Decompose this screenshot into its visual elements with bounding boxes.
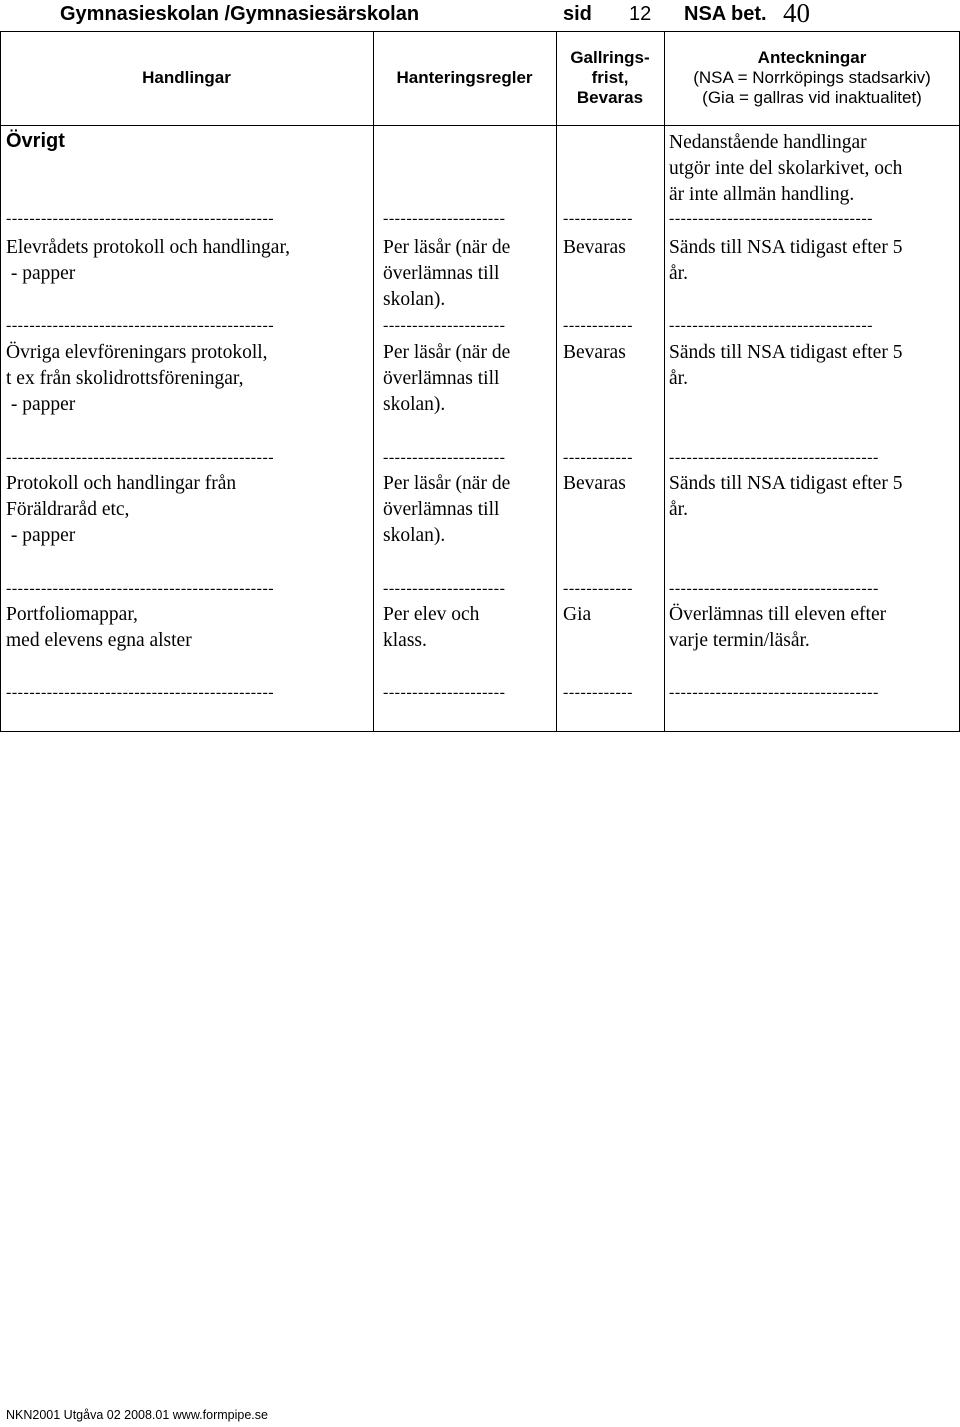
separator: ------------------------------------: [669, 580, 879, 597]
header-divider: [0, 125, 960, 126]
separator: ------------: [563, 449, 633, 466]
cell-line: Sänds till NSA tidigast efter 5: [669, 473, 903, 494]
cell-line: överlämnas till: [383, 499, 500, 520]
column-divider: [373, 31, 374, 732]
cell-line: överlämnas till: [383, 368, 500, 389]
column-header-hanteringsregler: Hanteringsregler: [396, 68, 533, 87]
cell-line: år.: [669, 368, 688, 389]
header-line: (NSA = Norrköpings stadsarkiv): [693, 68, 931, 87]
row-4-frist: Gia: [563, 604, 592, 625]
separator: ----------------------------------------------: [6, 210, 275, 227]
cell-line: klass.: [383, 630, 427, 651]
separator: ---------------------: [383, 210, 506, 227]
separator: ------------: [563, 684, 633, 701]
cell-line: överlämnas till: [383, 263, 500, 284]
separator: ---------------------: [383, 317, 506, 334]
cell-line: Per läsår (när de: [383, 342, 511, 363]
cell-line: skolan).: [383, 525, 446, 546]
separator: ---------------------: [383, 684, 506, 701]
row-2-frist: Bevaras: [563, 342, 626, 363]
column-header-gallringsfrist: [556, 48, 664, 108]
cell-line: Portfoliomappar,: [6, 604, 138, 625]
cell-line: skolan).: [383, 394, 446, 415]
separator: ----------------------------------------------: [6, 684, 275, 701]
separator: -----------------------------------: [669, 210, 873, 227]
cell-line: - papper: [6, 394, 76, 415]
cell-line: Föräldraråd etc,: [6, 499, 130, 520]
separator: ------------: [563, 210, 633, 227]
row-1-rule: [383, 235, 510, 313]
nsa-number: 40: [783, 0, 810, 28]
cell-line: Per läsår (när de: [383, 237, 511, 258]
note-line: Nedanstående handlingar: [669, 132, 867, 153]
cell-line: - papper: [6, 525, 76, 546]
cell-line: t ex från skolidrottsföreningar,: [6, 368, 244, 389]
section-title: Övrigt: [6, 130, 65, 152]
cell-line: Per läsår (när de: [383, 473, 511, 494]
header-line: frist,: [591, 68, 629, 87]
separator: ---------------------: [383, 449, 506, 466]
note-line: är inte allmän handling.: [669, 184, 855, 205]
school-title: Gymnasieskolan /Gymnasiesärskolan: [60, 3, 420, 25]
header-line: Gallrings-: [570, 48, 650, 67]
row-4-rule: [383, 602, 479, 654]
row-4-document: [6, 602, 192, 654]
column-divider: [664, 31, 665, 732]
cell-line: Sänds till NSA tidigast efter 5: [669, 342, 903, 363]
header-line: Bevaras: [576, 88, 644, 107]
cell-line: med elevens egna alster: [6, 630, 192, 651]
column-divider: [556, 31, 557, 732]
cell-line: skolan).: [383, 289, 446, 310]
row-2-rule: [383, 340, 510, 418]
cell-line: varje termin/läsår.: [669, 630, 810, 651]
cell-line: Per elev och: [383, 604, 480, 625]
row-3-document: [6, 471, 236, 549]
separator: ----------------------------------------------: [6, 580, 275, 597]
cell-line: Sänds till NSA tidigast efter 5: [669, 237, 903, 258]
page-label: sid: [563, 3, 592, 25]
separator: ------------------------------------: [669, 684, 879, 701]
row-1-note: [669, 235, 902, 287]
row-3-rule: [383, 471, 510, 549]
cell-line: - papper: [6, 263, 76, 284]
row-1-frist: Bevaras: [563, 237, 626, 258]
row-1-document: [6, 235, 290, 287]
row-4-note: [669, 602, 886, 654]
separator: ------------: [563, 317, 633, 334]
separator: ------------------------------------: [669, 449, 879, 466]
column-header-handlingar: Handlingar: [142, 68, 231, 87]
separator: -----------------------------------: [669, 317, 873, 334]
page-number: 12: [629, 3, 652, 25]
section-note: [669, 130, 902, 208]
separator: ------------: [563, 580, 633, 597]
column-header-anteckningar: [664, 48, 960, 108]
separator: ----------------------------------------------: [6, 449, 275, 466]
page-header: [0, 0, 960, 32]
page-footer: NKN2001 Utgåva 02 2008.01 www.formpipe.se: [6, 1408, 268, 1422]
cell-line: år.: [669, 499, 688, 520]
row-2-document: [6, 340, 268, 418]
separator: ---------------------: [383, 580, 506, 597]
cell-line: år.: [669, 263, 688, 284]
cell-line: Protokoll och handlingar från: [6, 473, 237, 494]
note-line: utgör inte del skolarkivet, och: [669, 158, 903, 179]
separator: ----------------------------------------------: [6, 317, 275, 334]
cell-line: Elevrådets protokoll och handlingar,: [6, 237, 291, 258]
nsa-label: NSA bet.: [684, 3, 767, 25]
row-3-frist: Bevaras: [563, 473, 626, 494]
cell-line: Överlämnas till eleven efter: [669, 604, 887, 625]
row-2-note: [669, 340, 902, 392]
cell-line: Övriga elevföreningars protokoll,: [6, 342, 268, 363]
row-3-note: [669, 471, 902, 523]
header-line: (Gia = gallras vid inaktualitet): [702, 88, 922, 107]
header-line: Anteckningar: [757, 48, 867, 67]
